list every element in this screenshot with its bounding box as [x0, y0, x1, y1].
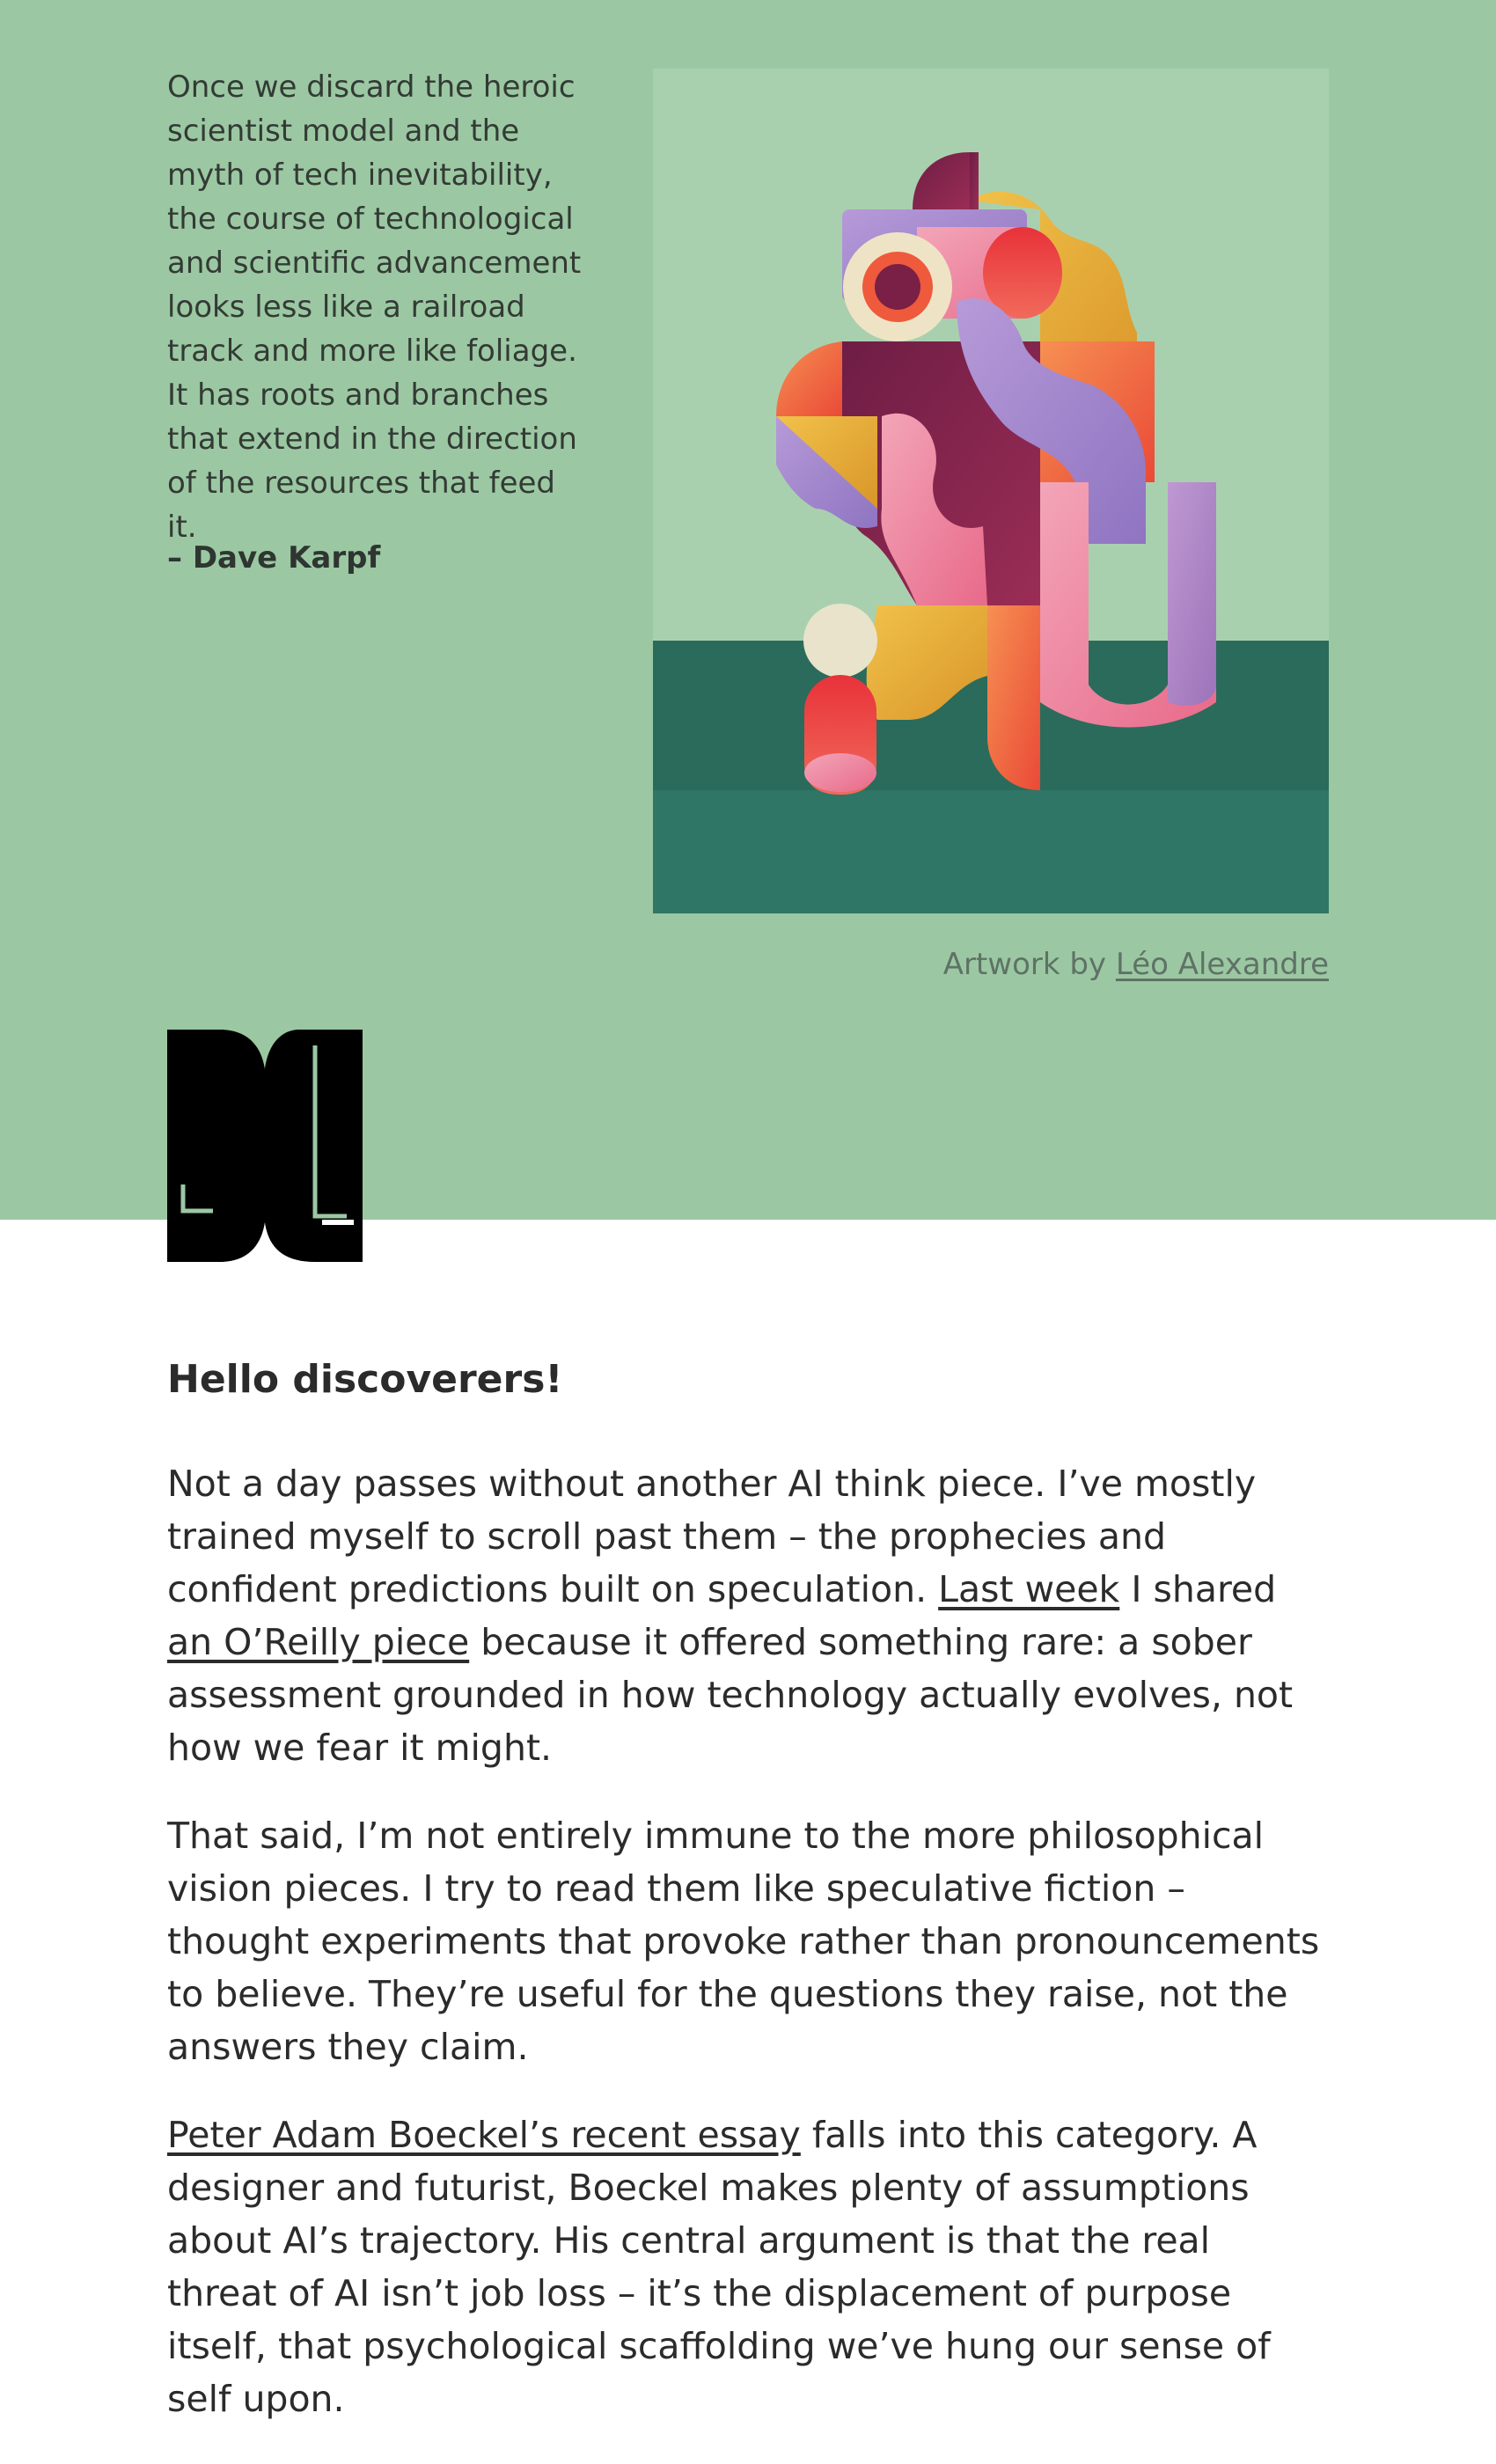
- dd-logo-icon: [167, 1030, 363, 1262]
- oreilly-piece-link[interactable]: an O’Reilly piece: [167, 1621, 470, 1663]
- artwork-credit: [943, 947, 1329, 982]
- paragraph-3: [167, 2108, 1329, 2425]
- artist-link[interactable]: Léo Alexandre: [1115, 947, 1329, 982]
- greeting-heading: Hello discoverers!: [167, 1357, 563, 1402]
- hero-quote: Once we discard the heroic scientist model and the myth of tech inevitability, the course of technological and scientific advancement looks less like a railroad track and more like foliage. It has roots and branches that extend in the direction of the resources that feed it.: [167, 70, 582, 545]
- paragraph-2: That said, I’m not entirely immune to the more philosophical vision pieces. I try to read them like speculative fiction – thought experiments that provoke rather than pronouncements to believe. They’re useful for the questions they raise, not the answers they claim.: [167, 1815, 1320, 2068]
- p1-text-3: because it offered something rare: a sober assessment grounded in how technology actually evolves, not how we fear it might.: [167, 1621, 1294, 1769]
- boeckel-essay-link[interactable]: Peter Adam Boeckel’s recent essay: [167, 2114, 801, 2156]
- article-body: [167, 1355, 1329, 2460]
- p1-text-1: Not a day passes without another AI think piece. I’ve mostly trained myself to scroll past them – the prophecies and confident predictions built on speculation.: [167, 1463, 1257, 1610]
- last-week-link[interactable]: Last week: [938, 1568, 1120, 1610]
- p1-text-2: I shared: [1119, 1568, 1277, 1610]
- quote-author: – Dave Karpf: [167, 540, 381, 576]
- paragraph-1: [167, 1457, 1329, 1774]
- credit-prefix: Artwork by: [942, 947, 1116, 982]
- abstract-artwork-image: [653, 69, 1329, 913]
- p3-text: falls into this category. A designer and futurist, Boeckel makes plenty of assumptions about AI’s trajectory. His central argument is that the real threat of AI isn’t job loss – it’s the displacement of purpose itself, that psychological scaffolding we’ve hung our sense of self upon.: [167, 2114, 1271, 2420]
